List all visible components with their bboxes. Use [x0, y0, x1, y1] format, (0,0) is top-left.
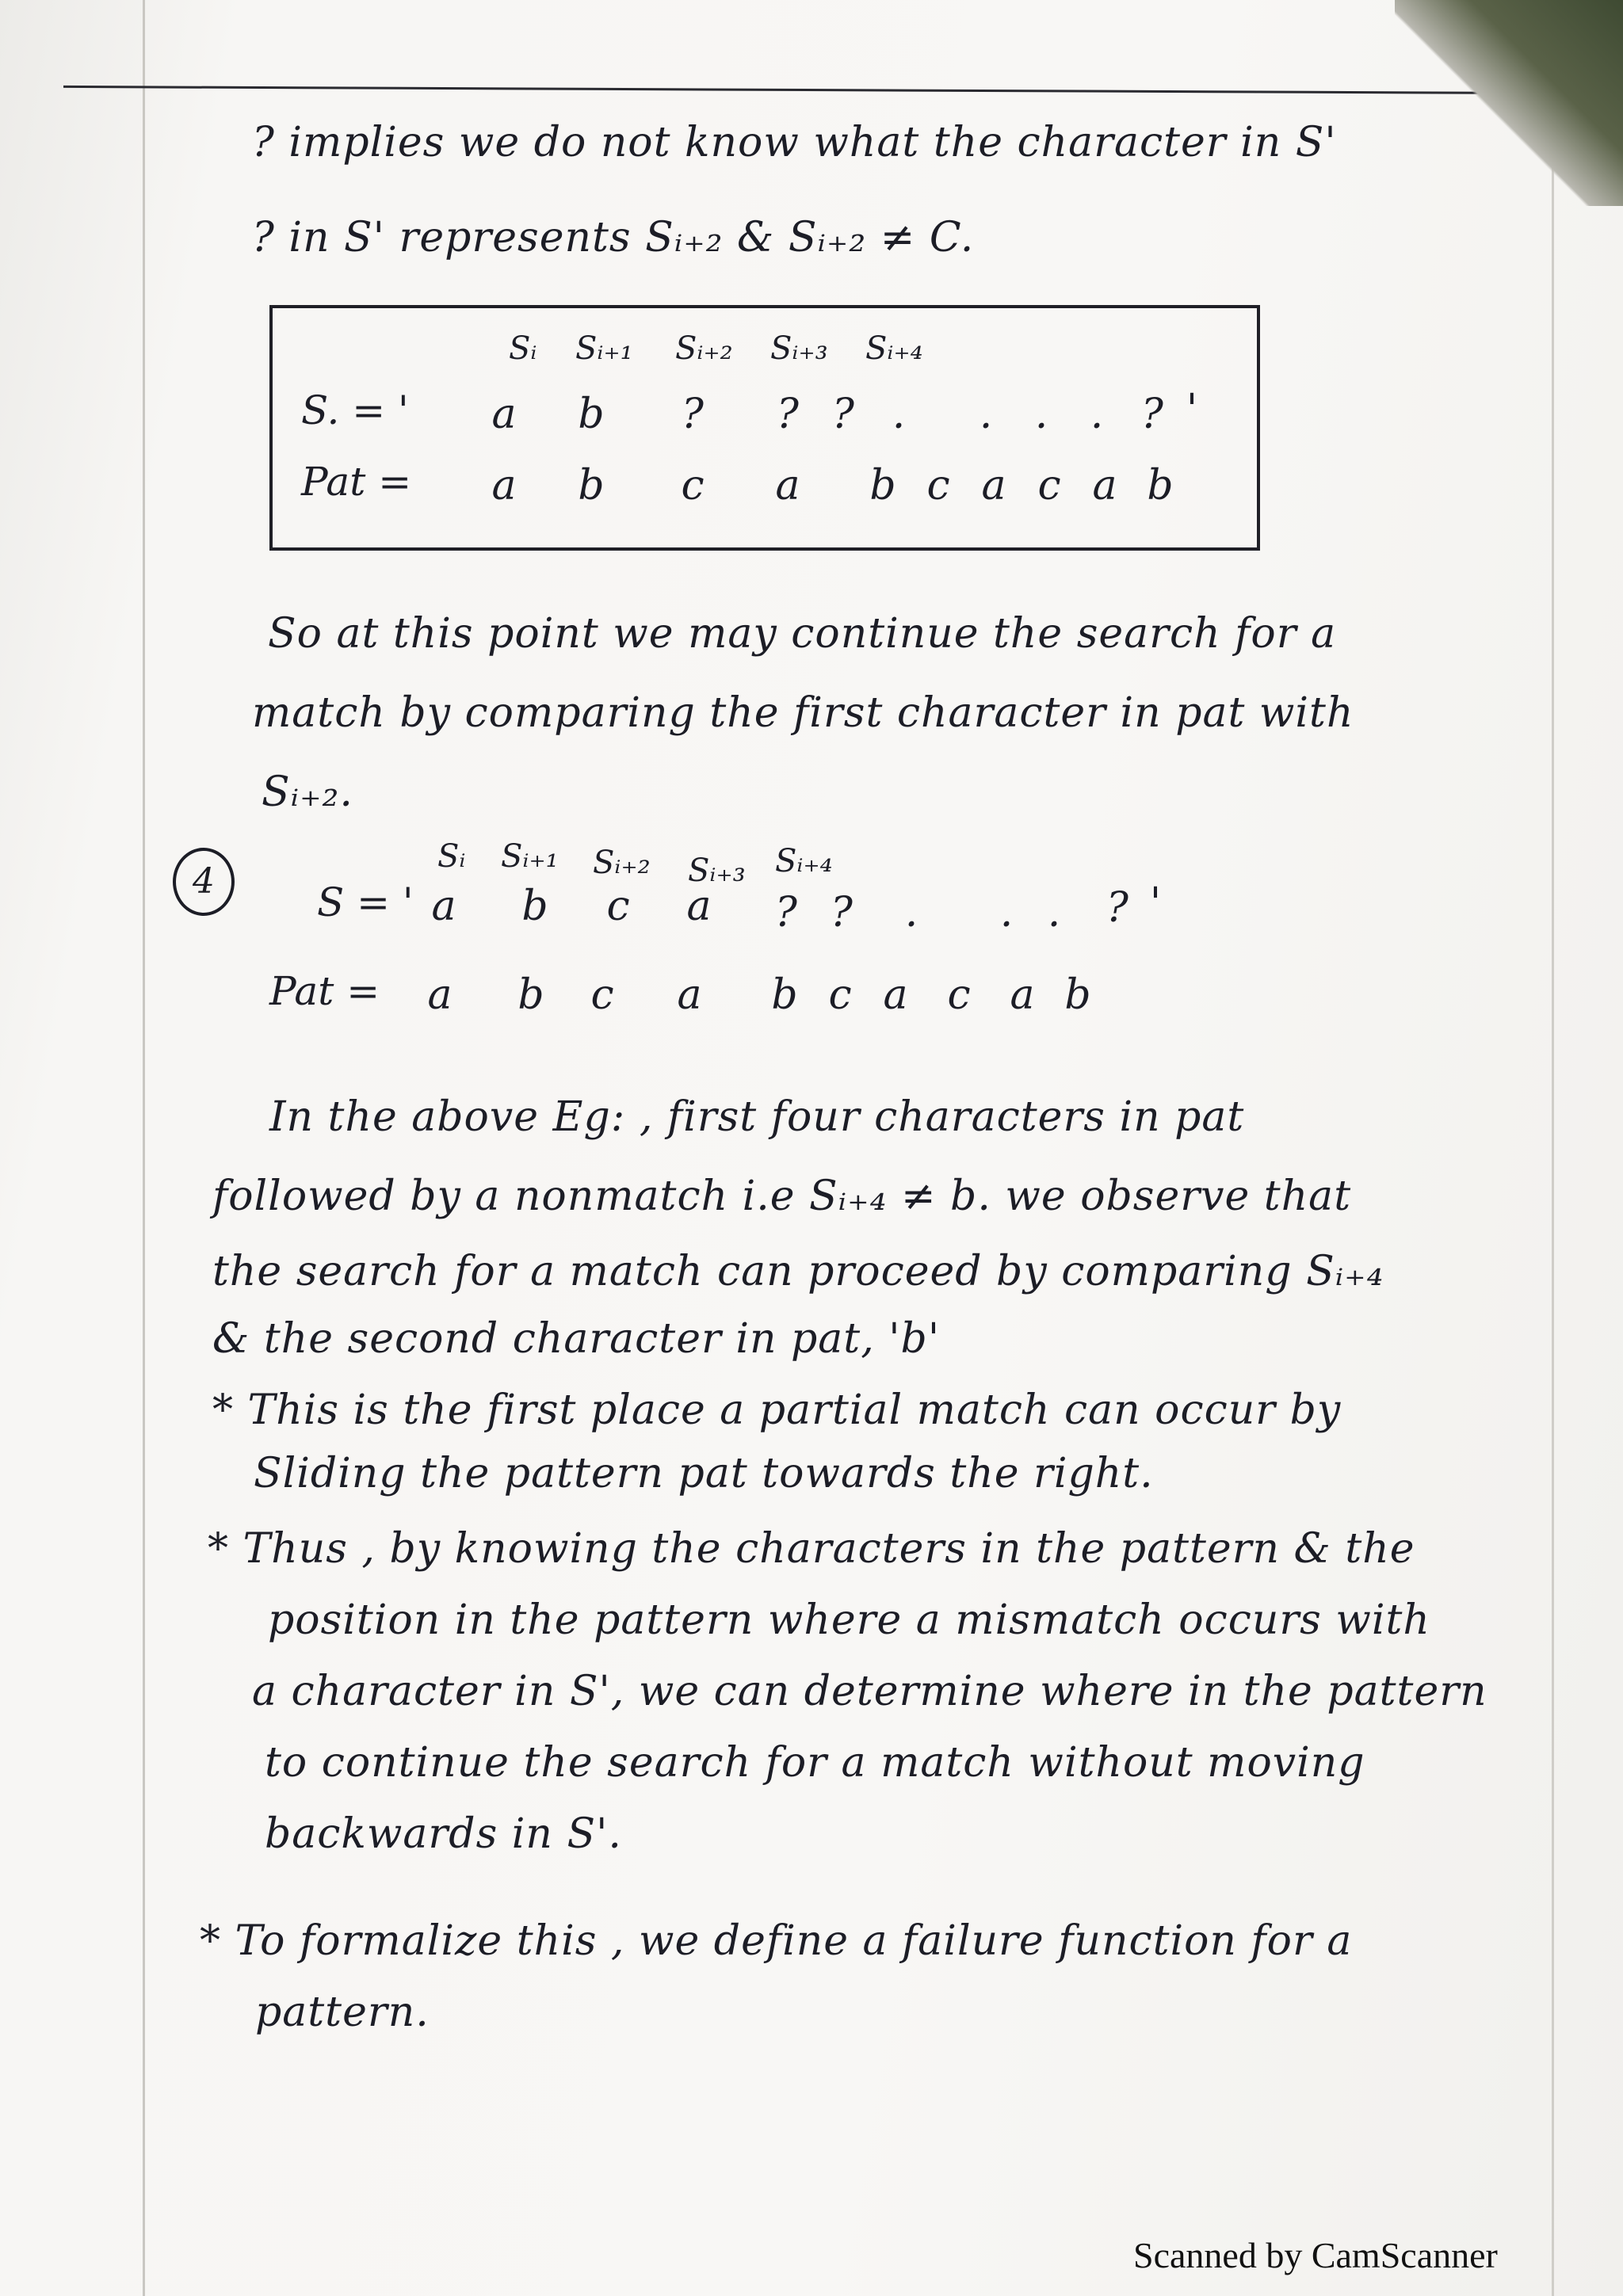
ex4-header-si1: Sᵢ₊₁	[501, 838, 559, 875]
text-line: ? in S' represents Sᵢ₊₂ & Sᵢ₊₂ ≠ C.	[252, 214, 975, 261]
bullet-line: backwards in S'.	[265, 1810, 622, 1858]
example-number: 4	[173, 848, 235, 916]
s-cell: ?	[682, 391, 704, 438]
pat-cell: a	[491, 462, 517, 509]
ex4-s-cell: a	[686, 883, 712, 930]
ex4-pat-cell: c	[947, 971, 971, 1019]
ex4-pat-cell: c	[590, 971, 614, 1019]
text-line: the search for a match can proceed by comparing Sᵢ₊₄	[212, 1248, 1384, 1295]
text-line: match by comparing the first character in pat with	[252, 689, 1354, 737]
box-header-si: Sᵢ	[509, 330, 537, 367]
ex4-pat-label: Pat =	[269, 968, 380, 1014]
ex4-pat-cell: b	[1064, 971, 1091, 1019]
bullet-line: Sliding the pattern pat towards the right.	[254, 1450, 1154, 1497]
ex4-pat-cell: b	[517, 971, 544, 1019]
ex4-s-label: S = '	[317, 879, 414, 925]
page-margin-line	[143, 0, 145, 2296]
ex4-pat-cell: a	[427, 971, 453, 1019]
ex4-s-cell: c	[606, 883, 630, 930]
ex4-s-cell: b	[521, 883, 548, 930]
ex4-pat-cell: c	[828, 971, 852, 1019]
s-cell: .	[1090, 391, 1104, 438]
scanner-watermark: Scanned by CamScanner	[1133, 2235, 1498, 2275]
pat-cell: a	[1092, 462, 1117, 509]
corner-fold	[1395, 0, 1623, 206]
ex4-pat-cell: a	[677, 971, 702, 1019]
pat-cell: a	[981, 462, 1006, 509]
pat-row-label: Pat =	[301, 459, 412, 505]
s-cell: ?	[777, 391, 799, 438]
text-line: ? implies we do not know what the character in S'	[252, 119, 1337, 166]
ex4-s-cell: .	[999, 889, 1014, 936]
pat-cell: b	[1147, 462, 1174, 509]
pat-cell: b	[869, 462, 896, 509]
s-row-label: S. = '	[301, 387, 409, 433]
pat-cell: c	[1037, 462, 1061, 509]
bullet-line: to continue the search for a match without moving	[265, 1739, 1365, 1787]
ex4-header-si2: Sᵢ₊₂	[593, 845, 651, 881]
ex4-s-cell: .	[904, 889, 918, 936]
s-cell: a	[491, 391, 517, 438]
text-line: & the second character in pat, 'b'	[212, 1315, 941, 1363]
bullet-line: * To formalize this , we define a failure function for a	[200, 1917, 1353, 1965]
box-header-si3: Sᵢ₊₃	[770, 330, 828, 367]
bullet-line: position in the pattern where a mismatch occurs with	[268, 1596, 1430, 1644]
bullet-line: * Thus , by knowing the characters in the pattern & the	[208, 1525, 1415, 1573]
text-line: In the above Eg: , first four characters in pat	[269, 1093, 1245, 1141]
box-header-si4: Sᵢ₊₄	[865, 330, 923, 367]
s-cell: b	[578, 391, 605, 438]
s-cell: .	[1034, 391, 1048, 438]
pat-cell: c	[926, 462, 950, 509]
text-line: followed by a nonmatch i.e Sᵢ₊₄ ≠ b. we observe that	[212, 1173, 1352, 1220]
ex4-pat-cell: a	[883, 971, 908, 1019]
bullet-line: a character in S', we can determine where in the pattern	[252, 1668, 1487, 1715]
text-line: Sᵢ₊₂.	[262, 769, 353, 816]
bullet-line: pattern.	[255, 1989, 430, 2036]
ex4-header-si3: Sᵢ₊₃	[688, 852, 746, 889]
text-line: So at this point we may continue the search for a	[268, 610, 1337, 658]
ex4-s-cell: ?	[775, 889, 797, 936]
ex4-s-cell: ?	[831, 889, 853, 936]
ex4-pat-cell: a	[1010, 971, 1035, 1019]
pat-cell: c	[681, 462, 705, 509]
s-cell: ?	[1141, 391, 1163, 438]
pat-cell: a	[775, 462, 800, 509]
ex4-s-cell: '	[1149, 879, 1162, 927]
ex4-s-cell: .	[1047, 889, 1061, 936]
bullet-line: * This is the first place a partial match can occur by	[212, 1386, 1342, 1434]
page-right-edge	[1552, 0, 1554, 2296]
box-header-si1: Sᵢ₊₁	[575, 330, 633, 367]
box-header-si2: Sᵢ₊₂	[675, 330, 733, 367]
ex4-s-cell: ?	[1106, 884, 1128, 932]
pat-cell: b	[578, 462, 605, 509]
s-cell: .	[892, 391, 906, 438]
ex4-s-cell: a	[431, 883, 456, 930]
string-pattern-box	[269, 305, 1260, 551]
header-rule	[63, 86, 1544, 94]
s-cell: '	[1186, 386, 1198, 433]
ex4-pat-cell: b	[771, 971, 798, 1019]
ex4-header-si4: Sᵢ₊₄	[775, 843, 833, 879]
s-cell: .	[979, 391, 993, 438]
s-cell: ?	[832, 391, 854, 438]
ex4-header-si: Sᵢ	[437, 838, 466, 875]
